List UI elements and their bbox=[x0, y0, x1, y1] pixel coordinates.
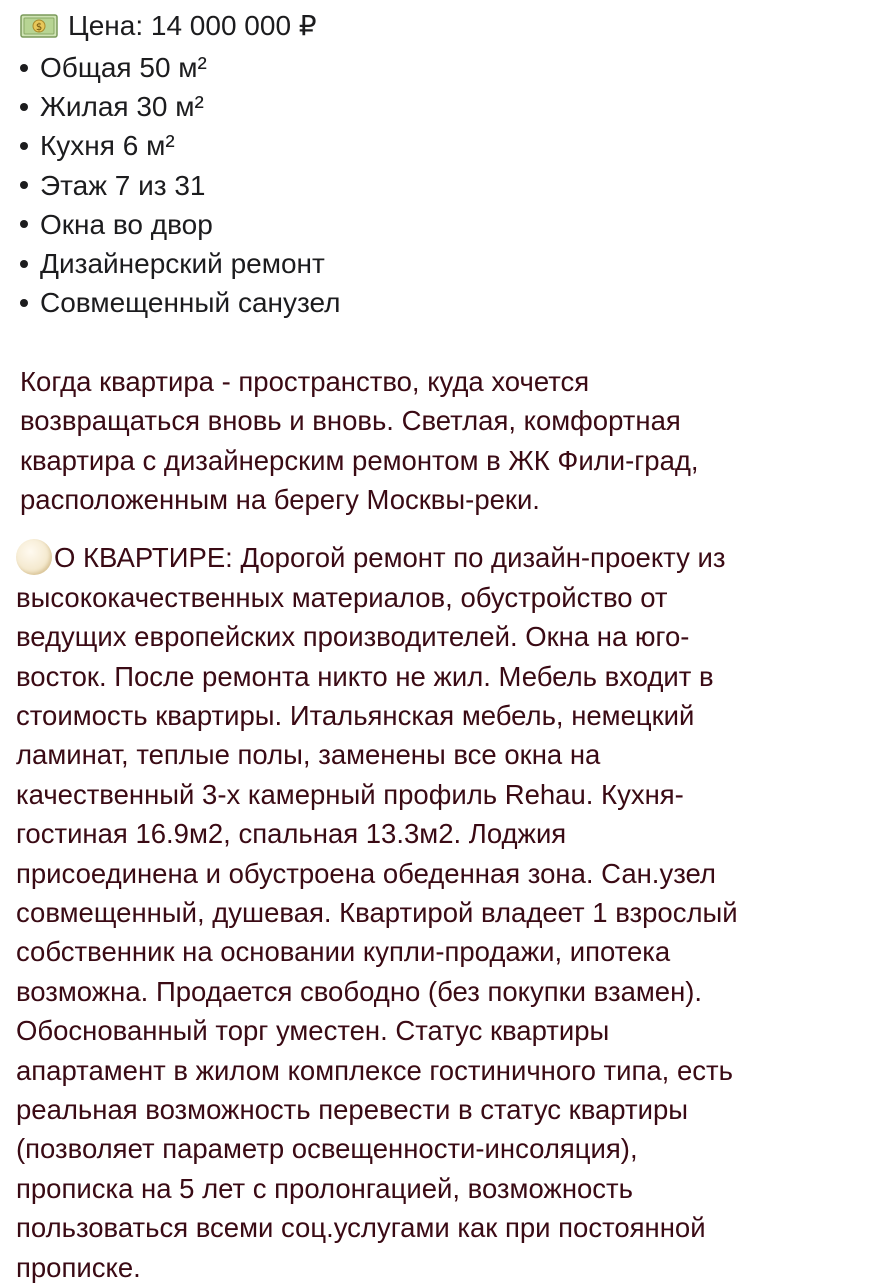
bullet-icon bbox=[20, 142, 28, 150]
about-paragraph bbox=[16, 538, 876, 1287]
list-item: Совмещенный санузел bbox=[20, 283, 340, 322]
intro-paragraph bbox=[20, 362, 870, 520]
svg-text:$: $ bbox=[35, 21, 43, 33]
price-line bbox=[20, 6, 317, 45]
money-banknote-icon bbox=[20, 14, 58, 38]
beige-circle-icon bbox=[16, 539, 52, 575]
text-line: гостиная 16.9м2, спальная 13.3м2. Лоджия bbox=[16, 818, 567, 850]
bullet-icon bbox=[20, 64, 28, 72]
bullet-icon bbox=[20, 220, 28, 228]
text-line: квартира с дизайнерским ремонтом в ЖК Фили-град, bbox=[20, 444, 699, 476]
text-line: Когда квартира - пространство, куда хочется bbox=[20, 366, 590, 397]
text-line: качественный 3-х камерный профиль Rehau. Кухня- bbox=[16, 778, 684, 810]
text-line: собственник на основании купли-продажи, ипотека bbox=[16, 936, 671, 968]
text-line: ламинат, теплые полы, заменены все окна на bbox=[16, 739, 601, 771]
text-line: ведущих европейских производителей. Окна на юго- bbox=[16, 621, 690, 653]
list-item: Окна во двор bbox=[20, 205, 340, 244]
text-line: реальная возможность перевести в статус квартиры bbox=[16, 1094, 689, 1126]
text-line: присоединена и обустроена обеденная зона. Сан.узел bbox=[16, 857, 716, 889]
bullet-icon bbox=[20, 260, 28, 268]
bullet-icon bbox=[20, 181, 28, 189]
bullet-icon bbox=[20, 299, 28, 307]
text-line: высококачественных материалов, обустройство от bbox=[16, 581, 668, 613]
text-line: восток. После ремонта никто не жил. Мебель входит в bbox=[16, 660, 714, 692]
text-line: апартамент в жилом комплексе гостиничного типа, есть bbox=[16, 1054, 733, 1086]
features-list bbox=[20, 48, 340, 322]
text-line: возможна. Продается свободно (без покупки взамен). bbox=[16, 975, 703, 1007]
text-line: стоимость квартиры. Итальянская мебель, немецкий bbox=[16, 699, 695, 731]
text-line: прописка на 5 лет с пролонгацией, возможность bbox=[16, 1172, 633, 1204]
text-line: пользоваться всеми соц.услугами как при постоянной bbox=[16, 1212, 706, 1244]
text-line: прописке. bbox=[16, 1251, 141, 1283]
text-line: расположенным на берегу Москвы-реки. bbox=[20, 484, 540, 516]
list-item: Этаж 7 из 31 bbox=[20, 166, 340, 205]
list-item: Общая 50 м² bbox=[20, 48, 340, 87]
list-item: Дизайнерский ремонт bbox=[20, 244, 340, 283]
list-item: Кухня 6 м² bbox=[20, 126, 340, 165]
price-text: Цена: 14 000 000 ₽ bbox=[68, 10, 317, 41]
text-line: (позволяет параметр освещенности-инсоляция), bbox=[16, 1133, 638, 1165]
list-item: Жилая 30 м² bbox=[20, 87, 340, 126]
text-line: О КВАРТИРЕ: Дорогой ремонт по дизайн-проекту из bbox=[16, 538, 876, 578]
text-line: возвращаться вновь и вновь. Светлая, комфортная bbox=[20, 405, 681, 437]
text-line: Обоснованный торг уместен. Статус квартиры bbox=[16, 1015, 610, 1047]
text-line: совмещенный, душевая. Квартирой владеет 1 взрослый bbox=[16, 896, 738, 928]
bullet-icon bbox=[20, 103, 28, 111]
